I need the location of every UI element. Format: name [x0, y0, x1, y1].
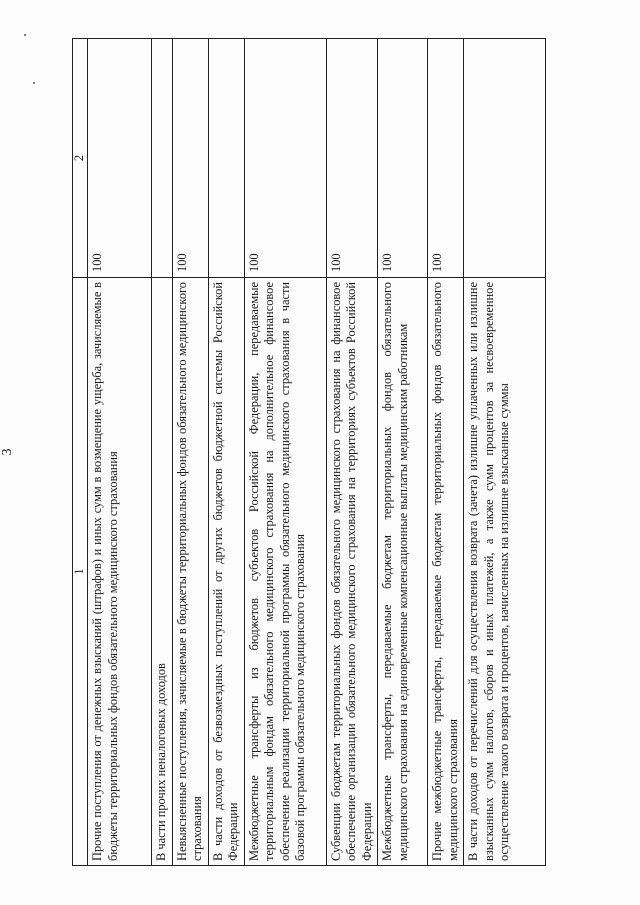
row-value: [152, 39, 173, 278]
row-value: 100: [378, 39, 428, 278]
table-row: [244, 39, 326, 866]
row-value: 100: [88, 39, 152, 278]
row-value: 100: [172, 39, 208, 278]
scan-speck: [33, 82, 35, 84]
row-value: 100: [244, 39, 326, 278]
page-number: 3: [0, 448, 15, 456]
scan-speck: [24, 34, 26, 36]
row-description: Субвенции бюджетам территориальных фондов обязательного медицинского страхования на финансовое обеспечение организации обязательного медицинского страхования на территориях субъектов Российской Федерации: [326, 278, 378, 866]
row-description: Межбюджетные трансферты, передаваемые бюджетам территориальных фондов обязательного медицинского страхования на единовременные компенсационные выплаты медицинским работникам: [378, 278, 428, 866]
row-value: [464, 39, 546, 278]
revenue-table: [72, 38, 546, 866]
row-value: 100: [326, 39, 378, 278]
row-value: [208, 39, 244, 278]
table-row: [464, 39, 546, 866]
row-description: В части доходов от безвозмездных поступлений от других бюджетов бюджетной системы Российской Федерации: [208, 278, 244, 866]
column-header-1: 1: [73, 278, 88, 866]
row-description: В части прочих неналоговых доходов: [152, 278, 173, 866]
table-row: [152, 39, 173, 866]
row-description: Невыясненные поступления, зачисляемые в бюджеты территориальных фондов обязательного медицинского страхования: [172, 278, 208, 866]
table-row: [378, 39, 428, 866]
column-header-2: 2: [73, 39, 88, 278]
table-row: [88, 39, 152, 866]
row-value: 100: [428, 39, 464, 278]
row-description: Прочие межбюджетные трансферты, передаваемые бюджетам территориальных фондов обязательного медицинского страхования: [428, 278, 464, 866]
table-row: [208, 39, 244, 866]
row-description: Прочие поступления от денежных взысканий (штрафов) и иных сумм в возмещение ущерба, зачисляемые в бюджеты территориальных фондов обязательного медицинского страхования: [88, 278, 152, 866]
row-description: Межбюджетные трансферты из бюджетов субъектов Российской Федерации, передаваемые территориальным фондам обязательного медицинского страхования на дополнительное финансовое обеспечение реализации территориальной программы обязательного медицинского страхования в части базовой программы обязательного медицинского страхования: [244, 278, 326, 866]
rotated-content: [0, 38, 546, 866]
table-row: [172, 39, 208, 866]
table-row: [326, 39, 378, 866]
table-header-row: [73, 39, 88, 866]
row-description: В части доходов от перечислений для осуществления возврата (зачета) излишне уплаченных или излишне взысканных сумм налогов, сборов и иных платежей, а также сумм процентов за несвоевременное осуществление такого возврата и процентов, начисленных на излишне взысканные суммы: [464, 278, 546, 866]
table-row: [428, 39, 464, 866]
